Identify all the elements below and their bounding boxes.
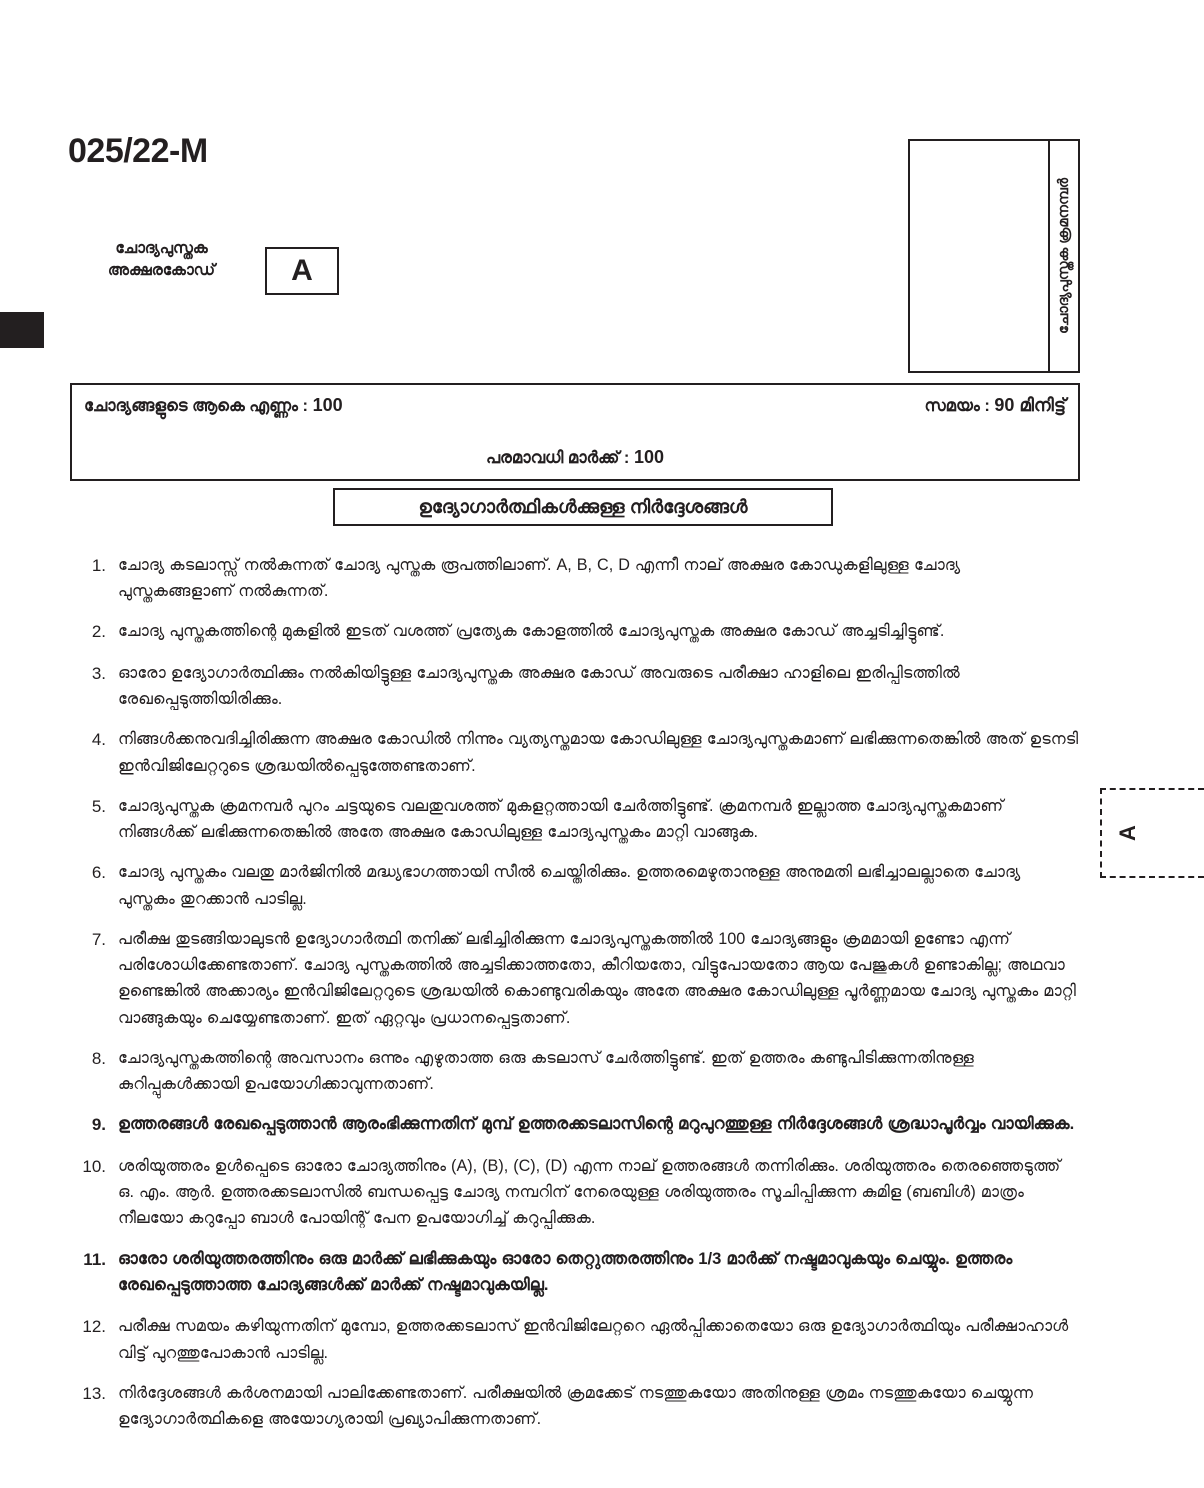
instruction-number: 11.: [83, 1249, 106, 1269]
serial-number-box: [908, 139, 1080, 373]
max-marks-label: പരമാവധി മാർക്ക് :: [485, 449, 630, 467]
instruction-item: [70, 1313, 1080, 1365]
instruction-item: [70, 1045, 1080, 1097]
instruction-item: [70, 793, 1080, 845]
booklet-code-box: A: [265, 247, 339, 295]
instruction-item: [70, 726, 1080, 778]
total-questions-label: ചോദ്യങ്ങളുടെ ആകെ എണ്ണം :: [84, 397, 309, 415]
instruction-item: [70, 552, 1080, 604]
instruction-item: [70, 618, 1080, 646]
instruction-number: 6.: [91, 863, 106, 883]
instruction-number: 8.: [91, 1048, 106, 1068]
instruction-number: 12.: [82, 1317, 106, 1337]
instruction-number: 1.: [91, 556, 106, 575]
max-marks-value: 100: [634, 447, 665, 467]
booklet-code-label: [74, 238, 249, 283]
exam-time-label: സമയം :: [924, 397, 990, 415]
exam-meta-row-top: [72, 395, 1078, 423]
serial-number-vertical-text: ചോദ്യപുസ്തക ക്രമനമ്പർ: [1056, 177, 1072, 335]
serial-number-vertical-label: [1050, 141, 1078, 371]
instruction-text: നിങ്ങൾക്കനുവദിച്ചിരിക്കുന്ന അക്ഷര കോഡിൽ നിന്നും വ്യത്യസ്തമായ കോഡിലുള്ള ചോദ്യപുസ്തകമാണ് ലഭിക്കുന്നതെങ്കിൽ അത് ഉടനടി ഇൻവിജിലേറ്ററുടെ ശ്രദ്ധയിൽപ്പെടുത്തേണ്ടതാണ്.: [118, 730, 1079, 775]
instruction-text: ചോദ്യപുസ്തകത്തിന്റെ അവസാനം ഒന്നും എഴുതാത്ത ഒരു കടലാസ് ചേർത്തിട്ടുണ്ട്. ഇത് ഉത്തരം കണ്ടുപിടിക്കുന്നതിനുള്ള കുറിപ്പുകൾക്കായി ഉപയോഗിക്കാവുന്നതാണ്.: [118, 1048, 975, 1094]
total-questions-value: 100: [312, 395, 343, 415]
booklet-code-label-line1: ചോദ്യപുസ്തക: [115, 240, 208, 257]
instruction-text: ഉത്തരങ്ങൾ രേഖപ്പെടുത്താൻ ആരംഭിക്കുന്നതിന് മുമ്പ് ഉത്തരക്കടലാസിന്റെ മറുപുറത്തുള്ള നിർദ്ദേശങ്ങൾ ശ്രദ്ധാപൂർവ്വം വായിക്കുക.: [118, 1114, 1075, 1134]
instruction-number: 13.: [82, 1383, 106, 1403]
exam-meta-box: [70, 383, 1080, 481]
instruction-text: ഓരോ ഉദ്യോഗാർത്ഥിക്കും നൽകിയിട്ടുള്ള ചോദ്യപുസ്തക അക്ഷര കോഡ് അവരുടെ പരീക്ഷാ ഹാളിലെ ഇരിപ്പിടത്തിൽ രേഖപ്പെടുത്തിയിരിക്കും.: [118, 664, 960, 709]
instructions-title: ഉദ്യോഗാർത്ഥികൾക്കുള്ള നിർദ്ദേശങ്ങൾ: [418, 496, 748, 517]
instruction-item: [70, 859, 1080, 911]
instruction-text: ശരിയുത്തരം ഉൾപ്പെടെ ഓരോ ചോദ്യത്തിനും (A), (B), (C), (D) എന്ന നാല് ഉത്തരങ്ങൾ തന്നിരിക്കും. ശരിയുത്തരം തെരഞ്ഞെടുത്ത് ഒ. എം. ആർ. ഉത്തരക്കടലാസിൽ ബന്ധപ്പെട്ട ചോദ്യ നമ്പറിന് നേരെയുള്ള ശരിയുത്തരം സൂചിപ്പിക്കുന്ന കുമിള (ബബിൾ) മാത്രം നീലയോ കറുപ്പോ ബാൾ പോയിന്റ് പേന ഉപയോഗിച്ച് കറുപ്പിക്കുക.: [118, 1156, 1061, 1228]
instruction-number: 10.: [82, 1156, 106, 1176]
booklet-code-label-line2: അക്ഷരകോഡ്: [107, 262, 216, 280]
instruction-number: 5.: [91, 796, 106, 816]
instruction-text: നിർദ്ദേശങ്ങൾ കർശനമായി പാലിക്കേണ്ടതാണ്. പരീക്ഷയിൽ ക്രമക്കേട് നടത്തുകയോ അതിനുള്ള ശ്രമം നടത്തുകയോ ചെയ്യുന്ന ഉദ്യോഗാർത്ഥികളെ അയോഗ്യരായി പ്രഖ്യാപിക്കുന്നതാണ്.: [118, 1383, 1034, 1428]
instruction-item: [70, 926, 1080, 1031]
instruction-text: ചോദ്യപുസ്തക ക്രമനമ്പർ പുറം ചട്ടയുടെ വലതുവശത്ത് മുകളറ്റത്തായി ചേർത്തിട്ടുണ്ട്. ക്രമനമ്പർ ഇല്ലാത്ത ചോദ്യപുസ്തകമാണ് നിങ്ങൾക്ക് ലഭിക്കുന്നതെങ്കിൽ അതേ അക്ഷര കോഡിലുള്ള ചോദ്യപുസ്തകം മാറ്റി വാങ്ങുക.: [118, 796, 1004, 842]
instruction-item: [70, 1111, 1080, 1139]
instruction-item: [70, 660, 1080, 712]
instruction-text: പരീക്ഷ സമയം കഴിയുന്നതിന് മുമ്പോ, ഉത്തരക്കടലാസ് ഇൻവിജിലേറ്ററെ ഏൽപ്പിക്കാതെയോ ഒരു ഉദ്യോഗാർത്ഥിയും പരീക്ഷാഹാൾ വിട്ട് പുറത്തുപോകാൻ പാടില്ല.: [118, 1317, 1069, 1362]
instruction-number: 7.: [91, 929, 106, 949]
instruction-text: ചോദ്യ പുസ്തകം വലതു മാർജിനിൽ മദ്ധ്യഭാഗത്തായി സീൽ ചെയ്തിരിക്കും. ഉത്തരമെഴുതാനുള്ള അനുമതി ലഭിച്ചാലല്ലാതെ ചോദ്യ പുസ്തകം തുറക്കാൻ പാടില്ല.: [118, 863, 1021, 908]
edge-registration-mark: [0, 312, 44, 348]
exam-time-value: 90 മിനിട്ട്: [994, 395, 1066, 415]
instruction-text: ചോദ്യ കടലാസ്സ് നൽകുന്നത് ചോദ്യ പുസ്തക രൂപത്തിലാണ്. A, B, C, D എന്നീ നാല് അക്ഷര കോഡുകളിലുള്ള ചോദ്യ പുസ്തകങ്ങളാണ് നൽകുന്നത്.: [118, 556, 961, 601]
instruction-item: [70, 1153, 1080, 1232]
max-marks: [72, 447, 1078, 468]
exam-time: [924, 395, 1066, 416]
instruction-item: [70, 1380, 1080, 1432]
margin-booklet-code-letter: A: [1114, 825, 1140, 841]
paper-code: 025/22-M: [68, 132, 208, 170]
margin-booklet-code-box: [1100, 788, 1204, 878]
instructions-list: [70, 552, 1080, 1446]
instruction-text: ഓരോ ശരിയുത്തരത്തിനും ഒരു മാർക്ക് ലഭിക്കുകയും ഓരോ തെറ്റുത്തരത്തിനും 1/3 മാർക്ക് നഷ്ടമാവുകയും ചെയ്യും. ഉത്തരം രേഖപ്പെടുത്താത്ത ചോദ്യങ്ങൾക്ക് മാർക്ക് നഷ്ടമാവുകയില്ല.: [118, 1248, 1013, 1295]
instruction-number: 4.: [91, 730, 106, 750]
instruction-number: 3.: [91, 664, 106, 683]
total-questions: [84, 395, 343, 416]
instruction-text: പരീക്ഷ തുടങ്ങിയാലുടൻ ഉദ്യോഗാർത്ഥി തനിക്ക് ലഭിച്ചിരിക്കുന്ന ചോദ്യപുസ്തകത്തിൽ 100 ചോദ്യങ്ങളും ക്രമമായി ഉണ്ടോ എന്ന് പരിശോധിക്കേണ്ടതാണ്. ചോദ്യ പുസ്തകത്തിൽ അച്ചടിക്കാത്തതോ, കീറിയതോ, വിട്ടുപോയതോ ആയ പേജുകൾ ഉണ്ടാകില്ല; അഥവാ ഉണ്ടെങ്കിൽ അക്കാര്യം ഇൻവിജിലേറ്ററുടെ ശ്രദ്ധയിൽ കൊണ്ടുവരികയും അതേ അക്ഷര കോഡിലുള്ള പൂർണ്ണമായ ചോദ്യ പുസ്തകം മാറ്റി വാങ്ങുകയും ചെയ്യേണ്ടതാണ്. ഇത് ഏറ്റവും പ്രധാനപ്പെട്ടതാണ്.: [118, 929, 1076, 1027]
instruction-text: ചോദ്യ പുസ്തകത്തിന്റെ മുകളിൽ ഇടത് വശത്ത് പ്രത്യേക കോളത്തിൽ ചോദ്യപുസ്തക അക്ഷര കോഡ് അച്ചടിച്ചിട്ടുണ്ട്.: [118, 622, 945, 641]
instruction-item: [70, 1246, 1080, 1300]
instruction-number: 2.: [91, 622, 106, 642]
instruction-number: 9.: [91, 1115, 106, 1135]
instructions-title-box: [333, 488, 833, 526]
